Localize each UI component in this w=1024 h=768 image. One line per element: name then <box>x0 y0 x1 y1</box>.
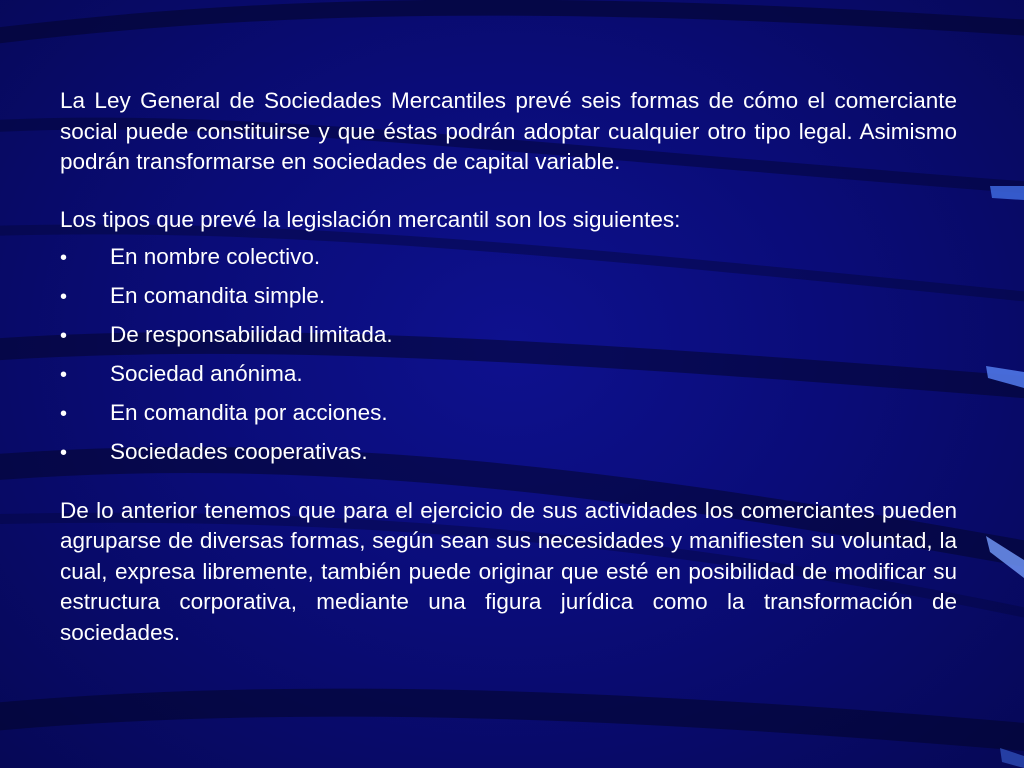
list-item <box>60 277 957 316</box>
list-item <box>60 355 957 394</box>
list-item-text: Sociedades cooperativas. <box>110 438 368 464</box>
accent-stripe <box>990 186 1024 200</box>
list-item-text: De responsabilidad limitada. <box>110 321 393 347</box>
list-item-text: En nombre colectivo. <box>110 243 321 269</box>
list-intro: Los tipos que prevé la legislación mercantil son los siguientes: <box>60 206 681 232</box>
bullet-icon: • <box>60 324 68 347</box>
list-item-text: En comandita simple. <box>110 282 326 308</box>
list-item-text: En comandita por acciones. <box>110 399 388 425</box>
list-item <box>60 316 957 355</box>
list-item <box>60 394 957 433</box>
bullet-icon: • <box>60 441 68 464</box>
bullet-icon: • <box>60 363 68 386</box>
accent-stripes <box>986 186 1024 768</box>
swoosh-dark <box>0 703 1024 740</box>
swoosh-dark <box>0 8 1024 40</box>
list-item <box>60 433 957 472</box>
accent-stripe <box>1000 748 1024 768</box>
bullet-icon: • <box>60 402 68 425</box>
conclusion-paragraph: De lo anterior tenemos que para el ejercicio de sus actividades los comerciantes pueden agruparse de diversas formas, según sean sus necesidades y manifiesten su voluntad, la cual, expresa libremente, también puede originar que esté en posibilidad de modificar su estructura corporativa, mediante una figura jurídica como la transformación de sociedades. <box>60 497 957 645</box>
company-types-list <box>60 238 957 472</box>
bullet-icon: • <box>60 246 68 269</box>
list-item <box>60 238 957 277</box>
list-item-text: Sociedad anónima. <box>110 360 303 386</box>
intro-paragraph: La Ley General de Sociedades Mercantiles prevé seis formas de cómo el comerciante social puede constituirse y que éstas podrán adoptar cualquier otro tipo legal. Asimismo podrán transformarse en sociedades de capital variable. <box>60 88 957 174</box>
bullet-icon: • <box>60 285 68 308</box>
slide-content <box>60 86 957 648</box>
